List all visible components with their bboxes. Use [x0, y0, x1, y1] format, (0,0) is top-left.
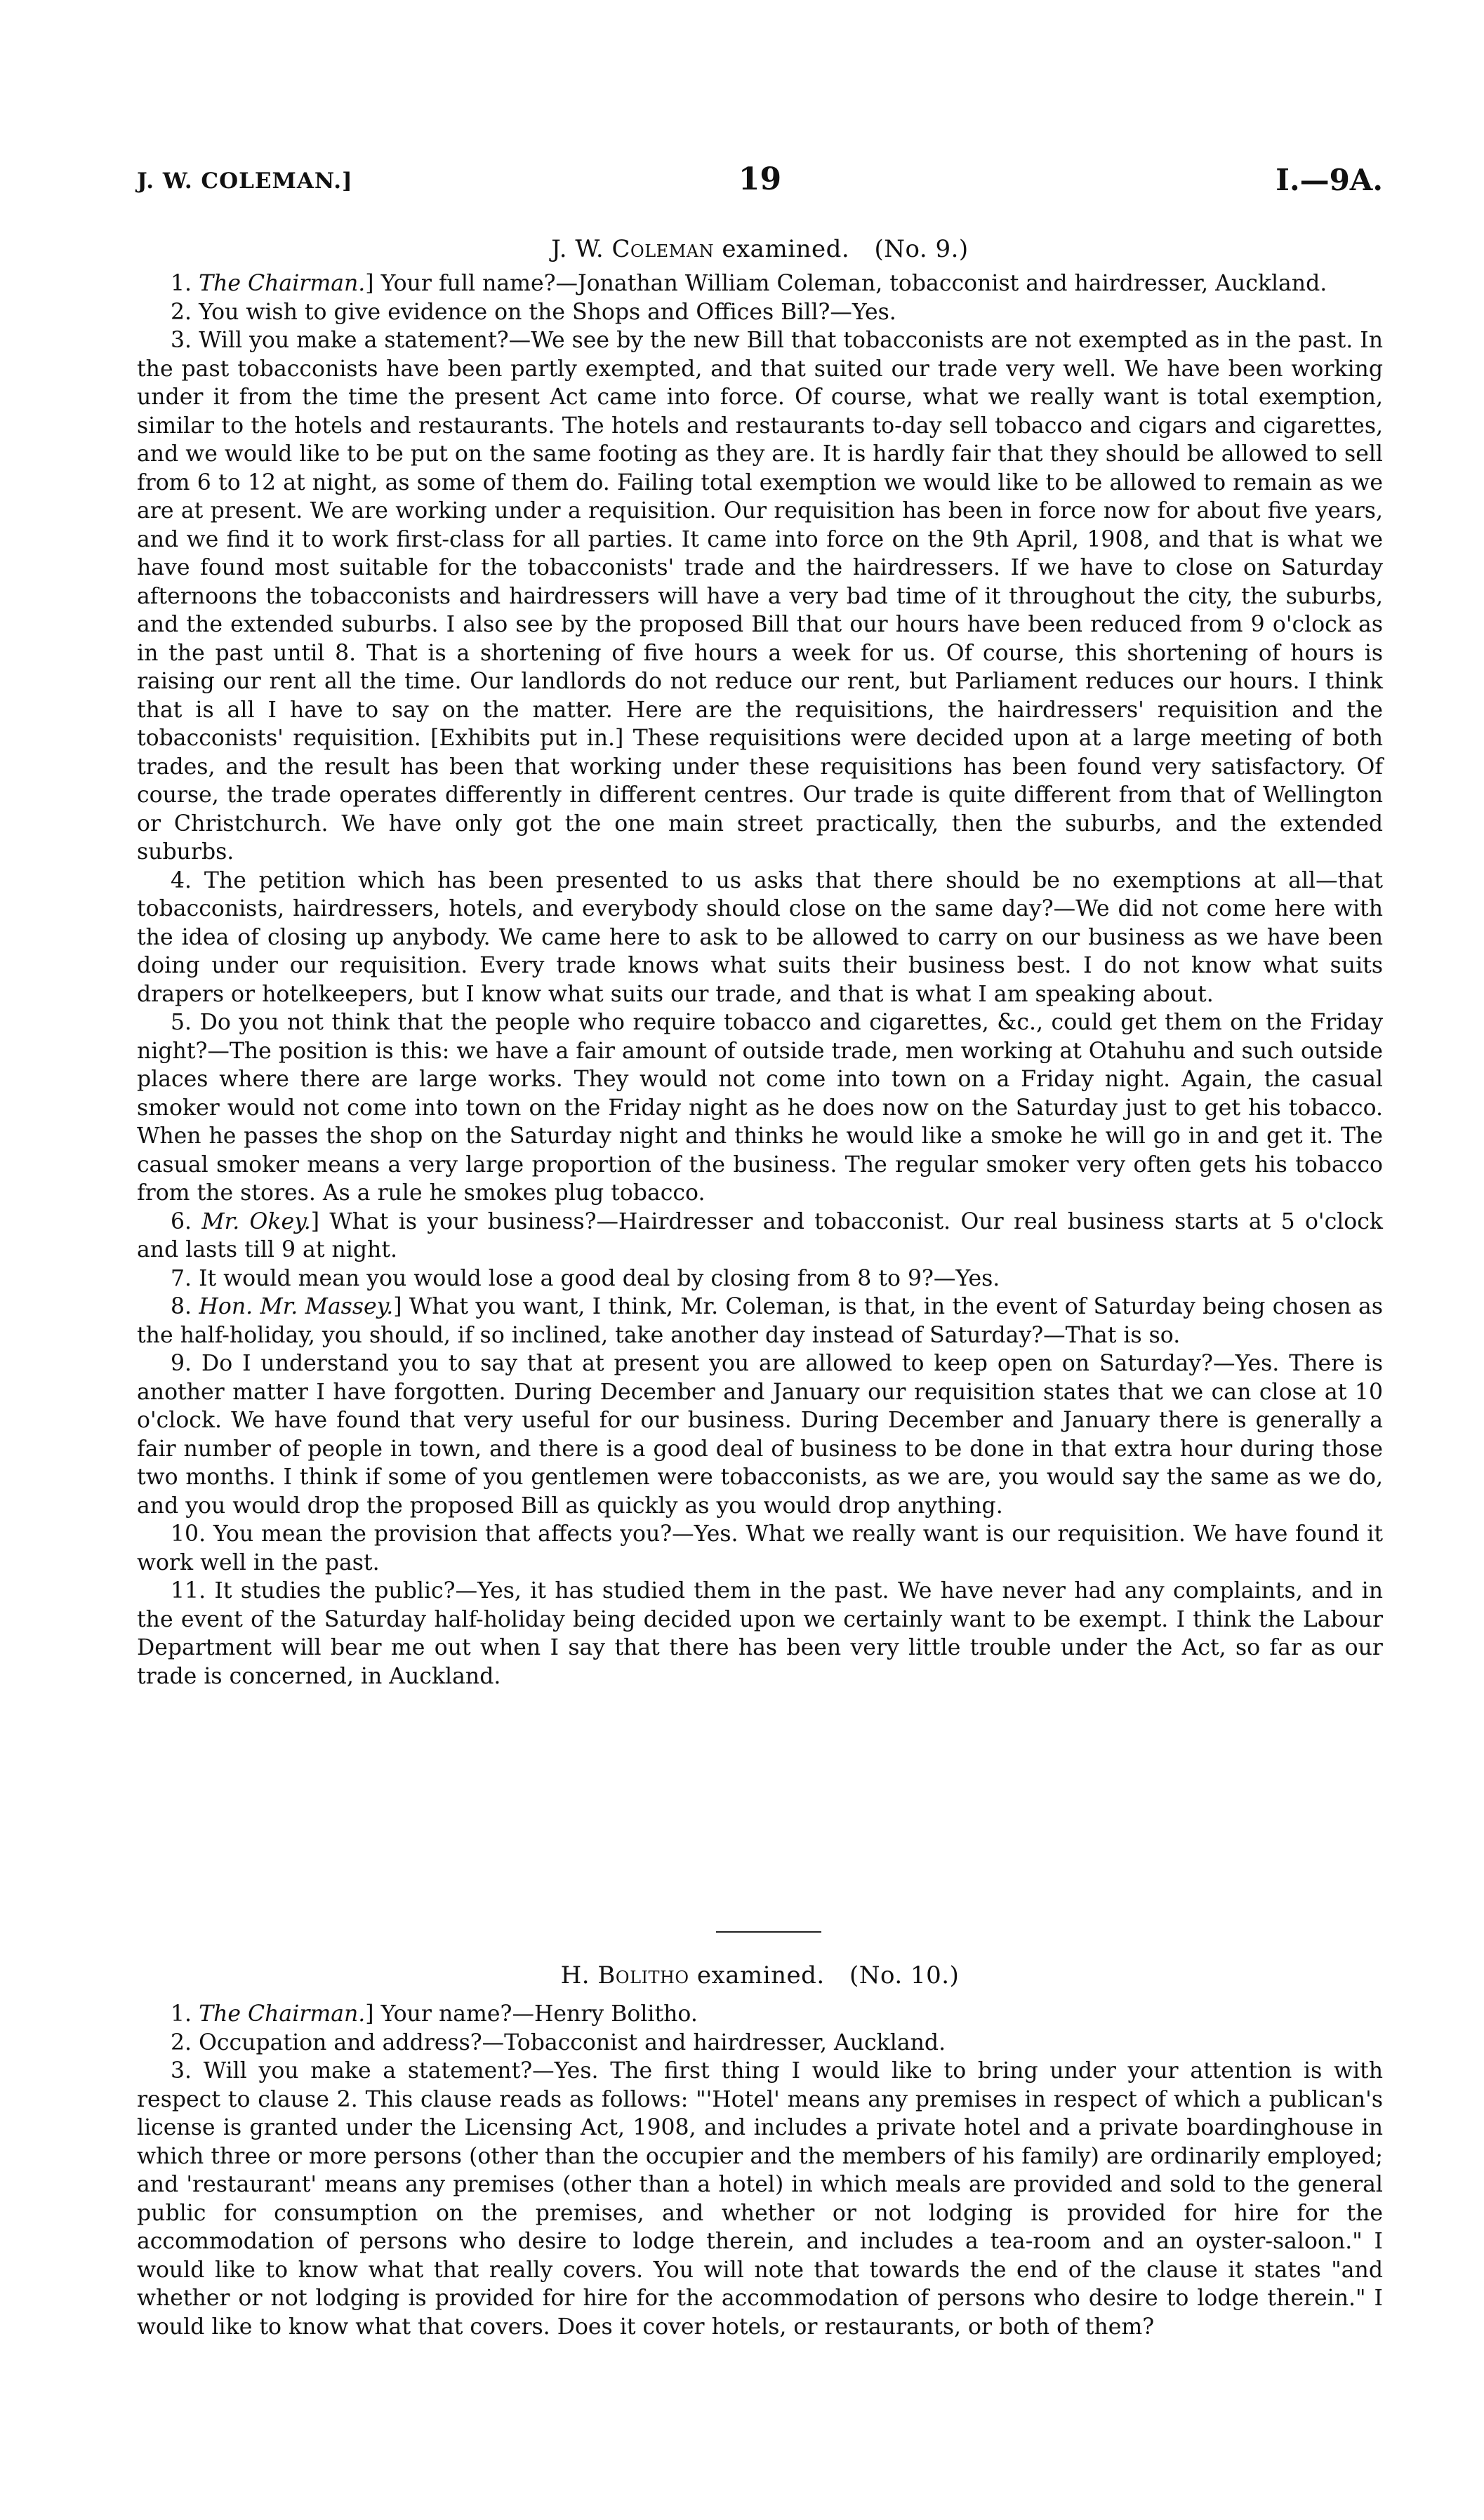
question-paragraph: 3. Will you make a statement?—Yes. The first thing I would like to bring under your attention is with respect to clause 2. This clause reads as follows: "'Hotel' means any premises in respect of which a publican's license is granted under the Licensing Act, 1908, and includes a private hotel and a private boardinghouse in which three or more persons (other than the occupier and the members of his family) are ordinarily employed; and 'restaurant' means any premises (other than a hotel) in which meals are provided and sold to the general public for consumption on the premises, and whether or not lodging is provided for hire for the accommodation of persons who desire to lodge therein, and includes a tea-room and an oyster-saloon." I would like to know what that really covers. You will note that towards the end of the clause it states "and whether or not lodging is provided for hire for the accommodation of persons who desire to lodge therein." I would like to know what that covers. Does it cover hotels, or restaurants, or both of them? [137, 2058, 1383, 2340]
question-paragraph: 10. You mean the provision that affects you?—Yes. What we really want is our requisition. We have found it work well in the past. [137, 1521, 1383, 1575]
document-reference: I.—9A. [1276, 163, 1383, 197]
witness-number: (No. 9.) [874, 235, 969, 263]
question-paragraph: 1. The Chairman.] Your full name?—Jonathan William Coleman, tobacconist and hairdresser, Auckland. [171, 271, 1327, 296]
question-paragraph: 4. The petition which has been presented to us asks that there should be no exemptions at all—that tobacconists, hairdressers, hotels, and everybody should close on the same day?—We did not come here with the idea of closing up anybody. We came here to ask to be allowed to carry on our business as we have been doing under our requisition. Every trade knows what suits their business best. I do not know what suits drapers or hotelkeepers, but I know what suits our trade, and that is what I am speaking about. [137, 867, 1383, 1007]
question-paragraph: 7. It would mean you would lose a good deal by closing from 8 to 9?—Yes. [171, 1265, 1000, 1291]
speaker-name: The Chairman. [199, 2001, 366, 2027]
question-paragraph: 3. Will you make a statement?—We see by the new Bill that tobacconists are not exempted as in the past. In the past tobacconists have been partly exempted, and that suited our trade very well. We have been working under it from the time the present Act came into force. Of course, what we really want is total exemption, similar to the hotels and restaurants. The hotels and restaurants to-day sell tobacco and cigars and cigarettes, and we would like to be put on the same footing as they are. It is hardly fair that they should be allowed to sell from 6 to 12 at night, as some of them do. Failing total exemption we would like to be allowed to remain as we are at present. We are working under a requisition. Our requisition has been in force now for about five years, and we find it to work first-class for all parties. It came into force on the 9th April, 1908, and that is what we have found most suitable for the tobacconists' trade and the hairdressers. If we have to close on Saturday afternoons the tobacconists and hairdressers will have a very bad time of it throughout the city, the suburbs, and the extended suburbs. I also see by the proposed Bill that our hours have been reduced from 9 o'clock as in the past until 8. That is a shortening of five hours a week for us. Of course, this shortening of hours is raising our rent all the time. Our landlords do not reduce our rent, but Parliament reduces our hours. I think that is all I have to say on the matter. Here are the requisitions, the hairdressers' requisition and the tobacconists' requisition. [Exhibits put in.] These requisitions were decided upon at a large meeting of both trades, and the result has been that working under these requisitions has been found very satisfactory. Of course, the trade operates differently in different centres. Our trade is quite different from that of Wellington or Christchurch. We have only got the one main street practically, then the suburbs, and the extended suburbs. [137, 328, 1383, 865]
section-heading-bolitho [137, 1961, 1383, 1989]
witness-name: H. Bolitho [560, 1961, 689, 1989]
question-paragraph: 6. Mr. Okey.] What is your business?—Hairdresser and tobacconist. Our real business starts at 5 o'clock and lasts till 9 at night. [137, 1208, 1383, 1262]
section-divider [716, 1931, 821, 1933]
testimony-bolitho [137, 2000, 1383, 2341]
section-heading-coleman [137, 235, 1383, 263]
question-paragraph: 9. Do I understand you to say that at present you are allowed to keep open on Saturday?—Yes. There is another matter I have forgotten. During December and January our requisition states that we can close at 10 o'clock. We have found that very useful for our business. During December and January there is generally a fair number of people in town, and there is a good deal of business to be done in that extra hour during those two months. I think if some of you gentlemen were tobacconists, as we are, you would say the same as we do, and you would drop the proposed Bill as quickly as you would drop anything. [137, 1351, 1383, 1519]
question-paragraph: 8. Hon. Mr. Massey.] What you want, I think, Mr. Coleman, is that, in the event of Saturday being chosen as the half-holiday, you should, if so inclined, take another day instead of Saturday?—That is so. [137, 1294, 1383, 1348]
witness-name: J. W. Coleman [551, 235, 715, 263]
examined-label: examined. [722, 235, 850, 263]
speaker-name: Mr. Okey. [201, 1208, 311, 1234]
header-witness-name: J. W. COLEMAN.] [137, 168, 353, 194]
running-head [137, 161, 1383, 211]
speaker-name: The Chairman. [199, 271, 366, 296]
witness-number: (No. 10.) [849, 1961, 960, 1989]
question-paragraph: 11. It studies the public?—Yes, it has studied them in the past. We have never had any complaints, and in the event of the Saturday half-holiday being decided upon we certainly want to be exempt. I think the Labour Department will bear me out when I say that there has been very little trouble under the Act, so far as our trade is concerned, in Auckland. [137, 1578, 1383, 1689]
page-number: 19 [738, 161, 782, 197]
question-paragraph: 2. You wish to give evidence on the Shops and Offices Bill?—Yes. [171, 299, 896, 325]
question-paragraph: 1. The Chairman.] Your name?—Henry Bolitho. [171, 2001, 698, 2027]
question-paragraph: 5. Do you not think that the people who require tobacco and cigarettes, &c., could get them on the Friday night?—The position is this: we have a fair amount of outside trade, men working at Otahuhu and such outside places where there are large works. They would not come into town on a Friday night. Again, the casual smoker would not come into town on the Friday night as he does now on the Saturday just to get his tobacco. When he passes the shop on the Saturday night and thinks he would like a smoke he will go in and get it. The casual smoker means a very large proportion of the business. The regular smoker very often gets his tobacco from the stores. As a rule he smokes plug tobacco. [137, 1010, 1383, 1206]
speaker-name: Hon. Mr. Massey. [199, 1294, 394, 1319]
testimony-coleman [137, 269, 1383, 1691]
examined-label: examined. [696, 1961, 825, 1989]
question-paragraph: 2. Occupation and address?—Tobacconist and hairdresser, Auckland. [171, 2029, 946, 2055]
